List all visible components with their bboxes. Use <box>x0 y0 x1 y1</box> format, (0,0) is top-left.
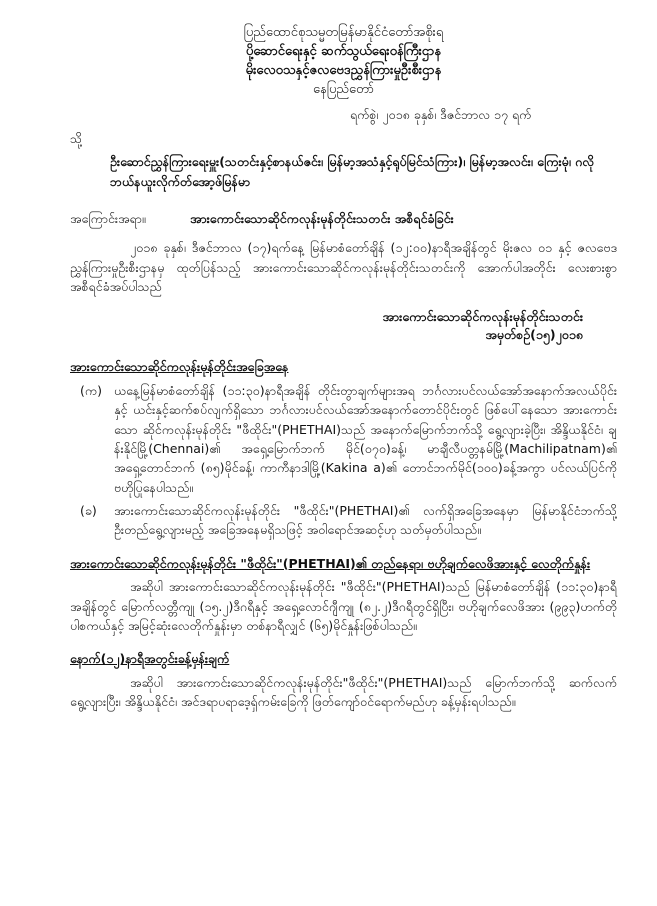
status-item-a <box>80 381 617 497</box>
storm-title: အားကောင်းသောဆိုင်ကလုန်းမုန်တိုင်းသတင်း <box>382 309 583 325</box>
section-forecast-title: နောက်(၁၂)နာရီအတွင်းခန့်မှန်းချက် <box>70 651 230 667</box>
header-city: နေပြည်တော် <box>312 81 374 97</box>
subject-label: အကြောင်းအရာ။ <box>70 210 146 226</box>
section-location-title: အားကောင်းသောဆိုင်ကလုန်းမုန်တိုင်း "ဖီထိုင်း"(PHETHAI)၏ တည်နေရာ၊ ဗဟိုချက်လေဖိအားနှင့် လေတိုက်နှုန်း <box>70 555 591 571</box>
to-label: သို့ <box>70 130 83 146</box>
item-number: (ခ) <box>80 503 97 518</box>
section-status-title: အားကောင်းသောဆိုင်ကလုန်းမုန်တိုင်းအခြေအနေ <box>70 359 289 375</box>
section-location-body: အဆိုပါ အားကောင်းသောဆိုင်ကလုန်းမုန်တိုင်း "ဖီထိုင်း"(PHETHAI)သည် မြန်မာစံတော်ချိန် (၁၁:၃၀)နာရီအချိန်တွင် မြောက်လတ္တီကျု (၁၅.၂)ဒီဂရီနှင့် အရှေ့လောင်ဂျီကျု (၈၂.၂)ဒီဂရီတွင်ရှိပြီး၊ ဗဟိုချက်လေဖိအား (၉၉၃)ဟက်တိုပါစကယ်နှင့် အမြင့်ဆုံးလေတိုက်နှုန်းမှာ တစ်နာရီလျှင် (၆၅)မိုင်နှုန်းဖြစ်ပါသည်။ <box>70 579 617 633</box>
recipients: ဦးဆောင်ညွှန်ကြားရေးမှူး(သတင်းနှင့်စာနယ်ဇင်း၊ မြန်မာ့အသံနှင့်ရုပ်မြင်သံကြား)၊ မြန်မာ့အလင်း၊ ကြေးမုံ၊ ဂလိုဘယ်နယူးလိုက်တ်အော့ဖ်မြန်မာ <box>110 154 595 189</box>
subject-line <box>70 209 617 228</box>
storm-bulletin-title <box>70 308 583 343</box>
status-item-b <box>80 501 617 540</box>
item-text: အားကောင်းသောဆိုင်ကလုန်းမုန်တိုင်း "ဖီထိုင်း"(PHETHAI)၏ လက်ရှိအခြေအနေမှာ မြန်မာနိုင်ငံဘက်သို့ ဦးတည်ရွေ့လျားမည့် အခြေအနေမရှိသဖြင့် အဝါရောင်အဆင့်ဟု သတ်မှတ်ပါသည်။ <box>114 503 617 538</box>
header-government: ပြည်ထောင်စုသမ္မတမြန်မာနိုင်ငံတော်အစိုးရ <box>243 25 444 40</box>
subject-text: အားကောင်းသောဆိုင်ကလုန်းမုန်တိုင်းသတင်း အစီရင်ခံခြင်း <box>190 210 454 226</box>
section-forecast-body: အဆိုပါ အားကောင်းသောဆိုင်ကလုန်းမုန်တိုင်း"ဖီထိုင်း"(PHETHAI)သည် မြောက်ဘက်သို့ ဆက်လက်ရွေ့လျားပြီး၊ အိန္ဒိယနိုင်ငံ၊ အင်ဒရာပရာဒေ့ရှ်ကမ်းခြေကို ဖြတ်ကျော်ဝင်ရောက်မည်ဟု ခန့်မှန်းရပါသည်။ <box>70 674 617 709</box>
item-text: ယနေ့မြန်မာစံတော်ချိန် (၁၁:၃၀)နာရီအချိန် တိုင်းတွာချက်များအရ ဘင်္ဂလားပင်လယ်အော်အနောက်အလယ်ပိုင်းနှင့် ယင်းနှင့်ဆက်စပ်လျက်ရှိသော ဘင်္ဂလားပင်လယ်အော်အနောက်တောင်ပိုင်းတွင် ဖြစ်ပေါ်နေသော အားကောင်းသော ဆိုင်ကလုန်းမုန်တိုင်း "ဖီထိုင်း"(PHETHAI)သည် အနောက်မြောက်ဘက်သို့ ရွေ့လျားခဲ့ပြီး၊ အိန္ဒိယနိုင်ငံ၊ ချန်းနိုင်မြို့(Chennai)၏ အရှေ့မြောက်ဘက် မိုင်(၀၇၀)ခန့်၊ မာချီလီပတ္တနမ်မြို့(Machilipatnam)၏ အရှေ့တောင်ဘက် (၈၅)မိုင်ခန့်၊ ကာကီနာဒါမြို့(Kakina a)၏ တောင်ဘက်မိုင်(၁၀၀)ခန့်အကွာ ပင်လယ်ပြင်ကို ဗဟိုပြုနေပါသည်။ <box>114 382 617 495</box>
header-ministry: ပို့ဆောင်ရေးနှင့် ဆက်သွယ်ရေးဝန်ကြီးဌာန <box>245 43 442 59</box>
item-number: (က) <box>80 382 102 398</box>
intro-paragraph: ၂၀၁၈ ခုနှစ်၊ ဒီဇင်ဘာလ (၁၇)ရက်နေ့ မြန်မာစံတော်ချိန် (၁၂:၀၀)နာရီအချိန်တွင် မိုးဇလ ၀၁ နှင့် ဇလဗေဒညွှန်ကြားမှုဦးစီးဌာနမှ ထုတ်ပြန်သည့် အားကောင်းသောဆိုင်ကလုန်းမုန်တိုင်းသတင်းကို အောက်ပါအတိုင်း လေးစားစွာ အစီရင်ခံအပ်ပါသည် <box>70 240 617 294</box>
letter-date: ရက်စွဲ၊ ၂၀၁၈ ခုနှစ်၊ ဒီဇင်ဘာလ ၁၇ ရက် <box>350 107 532 123</box>
header-department: မိုးလေဝသနှင့်ဇလဗေဒညွှန်ကြားမှုဦးစီးဌာန <box>245 62 442 78</box>
storm-number: အမှတ်စဉ်(၁၅)၂၀၁၈ <box>485 326 583 342</box>
